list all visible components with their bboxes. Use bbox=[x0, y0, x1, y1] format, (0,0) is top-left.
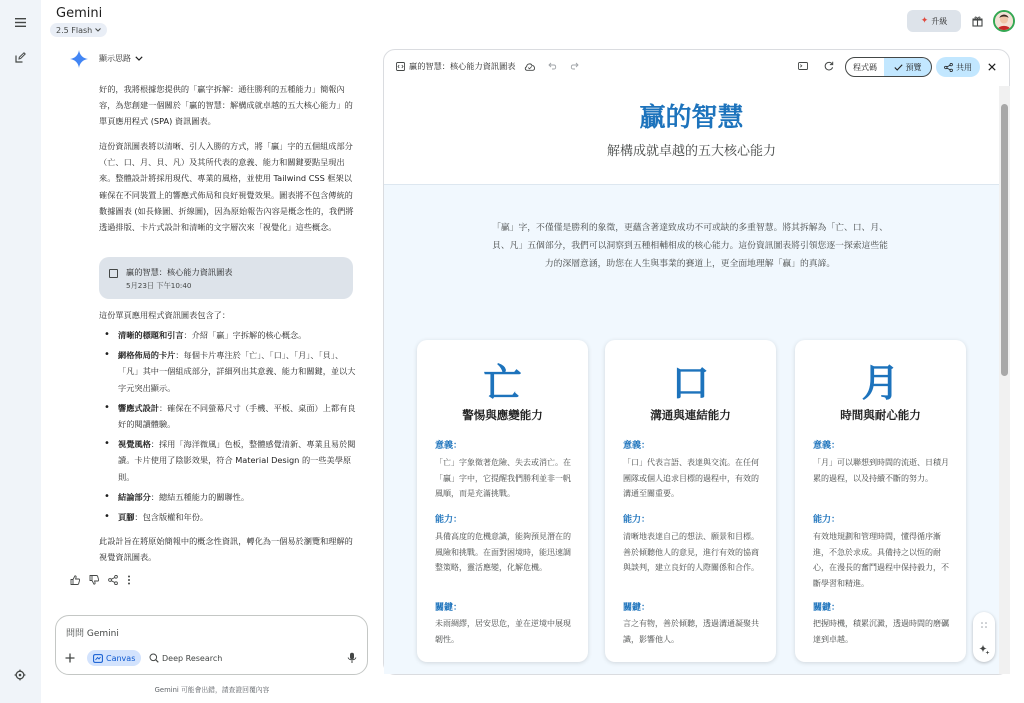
card-ability: 有效地規劃和管理時間，懂得循序漸進，不急於求成。具備持之以恆的耐心，在漫長的奮鬥過程中保持毅力，不斷學習和精進。 bbox=[813, 532, 949, 588]
ability-label: 能力： bbox=[623, 515, 651, 525]
feature-name: 網格佈局的卡片 bbox=[118, 350, 176, 361]
gift-icon[interactable] bbox=[970, 14, 984, 28]
model-selector[interactable] bbox=[50, 23, 107, 37]
ability-label: 能力： bbox=[435, 515, 463, 525]
list-item bbox=[104, 400, 356, 432]
console-icon[interactable] bbox=[797, 61, 808, 71]
new-chat-icon[interactable] bbox=[13, 50, 27, 64]
card-title: 警惕與應變能力 bbox=[462, 408, 543, 422]
meaning-label: 意義： bbox=[813, 441, 841, 451]
feature-desc: ：介紹「贏」字拆解的核心概念。 bbox=[183, 330, 307, 340]
add-icon[interactable] bbox=[63, 651, 77, 665]
key-label: 關鍵： bbox=[435, 603, 463, 613]
card-character: 亡 bbox=[483, 361, 522, 405]
key-label: 關鍵： bbox=[623, 603, 651, 613]
thumbs-down-icon[interactable] bbox=[89, 575, 99, 585]
disclaimer-text: Gemini 可能會出錯，請查證回覆內容 bbox=[154, 686, 270, 694]
share-button[interactable] bbox=[936, 57, 980, 77]
app-title: Gemini bbox=[56, 6, 103, 21]
redo-icon[interactable] bbox=[569, 61, 579, 71]
card-meaning: 「亡」字象徵著危險、失去或消亡。在「贏」字中，它提醒我們勝利並非一帆風順，而是充滿挑戰。 bbox=[435, 458, 571, 498]
code-doc-icon bbox=[395, 61, 405, 71]
feature-desc: ：每個卡片專注於「亡」、「口」、「月」、「貝」、「凡」其中一個組成部分，詳細列出其意義、能力和關鍵，並以大字元突出顯示。 bbox=[118, 350, 356, 393]
response-paragraph: 此設計旨在將原始簡報中的概念性資訊，轉化為一個易於瀏覽和理解的視覺資訊圖表。 bbox=[99, 536, 353, 563]
code-tab-button[interactable] bbox=[845, 57, 885, 77]
feature-desc: ：確保在不同螢幕尺寸（手機、平板、桌面）上都有良好的閱讀體驗。 bbox=[118, 402, 356, 430]
canvas-tool-chip[interactable] bbox=[87, 650, 141, 666]
show-thinking-label: 顯示思路 bbox=[99, 54, 131, 63]
preview-tab-label: 預覽 bbox=[905, 62, 922, 72]
card-key: 未雨綢繆，居安思危，並在逆境中展現韌性。 bbox=[435, 619, 571, 644]
show-thinking-toggle[interactable] bbox=[99, 53, 143, 64]
response-paragraph: 這份單頁應用程式資訊圖表包含了： bbox=[99, 310, 231, 320]
list-item bbox=[104, 509, 356, 525]
cloud-saved-icon bbox=[524, 61, 536, 71]
scrollbar-thumb[interactable] bbox=[1001, 104, 1008, 376]
share-icon[interactable] bbox=[108, 575, 118, 585]
avatar[interactable] bbox=[993, 10, 1015, 32]
canvas-chip-label: Canvas bbox=[106, 653, 136, 663]
close-icon[interactable] bbox=[986, 61, 997, 72]
drag-handle-icon[interactable] bbox=[979, 620, 989, 630]
canvas-card-date: 5月23日 下午10:40 bbox=[126, 281, 192, 290]
list-item bbox=[104, 347, 356, 396]
code-tab-label: 程式碼 bbox=[853, 62, 877, 72]
deep-research-chip[interactable] bbox=[143, 650, 228, 666]
thumbs-up-icon[interactable] bbox=[70, 575, 80, 585]
edit-sparkle-icon[interactable] bbox=[978, 643, 990, 655]
preview-tab-button[interactable] bbox=[884, 57, 932, 77]
response-paragraph: 這份資訊圖表將以清晰、引人入勝的方式，將「贏」字的五個組成部分（亡、口、月、貝、凡）及其所代表的意義、能力和關鍵要點呈現出來。整體設計將採用現代、專業的風格，並使用 Tailwind CSS 框架以確保在不同裝置上的響應式佈局和良好視覺效果。圖表將不包含傳統的數據圖表 (如長條圖、折線圖)，因為原始報告內容是概念性的，我們將透過排版、卡片式設計和清晰的文字層次來「視覺化」這些概念。 bbox=[99, 141, 354, 233]
ability-card bbox=[605, 340, 776, 662]
model-name: 2.5 Flash bbox=[56, 25, 93, 35]
canvas-doc-icon bbox=[109, 269, 118, 278]
ability-label: 能力： bbox=[813, 515, 841, 525]
share-label: 共用 bbox=[956, 62, 972, 72]
prompt-input-box[interactable] bbox=[55, 615, 368, 675]
microphone-icon[interactable] bbox=[346, 652, 358, 664]
card-character: 月 bbox=[861, 361, 900, 405]
feature-name: 清晰的標題和引言 bbox=[118, 330, 184, 340]
canvas-icon bbox=[93, 654, 103, 663]
more-options-icon[interactable] bbox=[127, 575, 131, 585]
response-paragraph: 好的，我將根據您提供的「贏字拆解：通往勝利的五種能力」簡報內容，為您創建一個關於「贏的智慧：解構成就卓越的五大核心能力」的單頁應用程式 (SPA) 資訊圖表。 bbox=[99, 84, 353, 127]
canvas-card-title: 贏的智慧：核心能力資訊圖表 bbox=[126, 267, 233, 277]
infographic-title: 贏的智慧 bbox=[639, 103, 744, 133]
card-ability: 清晰地表達自己的想法、願景和目標。善於傾聽他人的意見，進行有效的協商與談判，建立良好的人際關係和合作。 bbox=[623, 532, 759, 572]
refresh-icon[interactable] bbox=[823, 61, 834, 71]
meaning-label: 意義： bbox=[623, 441, 651, 451]
feature-name: 視覺風格 bbox=[118, 439, 151, 450]
response-actions bbox=[70, 575, 131, 585]
chevron-down-icon bbox=[95, 28, 101, 32]
list-item bbox=[104, 489, 356, 505]
upgrade-button[interactable] bbox=[907, 10, 961, 32]
list-item bbox=[104, 436, 356, 485]
deep-research-label: Deep Research bbox=[162, 653, 223, 663]
meaning-label: 意義： bbox=[435, 441, 463, 451]
prompt-input[interactable]: 問問 Gemini bbox=[66, 629, 119, 639]
card-meaning: 「月」可以聯想到時間的流逝、日積月累的過程，以及持續不斷的努力。 bbox=[813, 458, 949, 483]
card-meaning: 「口」代表言語、表達與交流。在任何團隊或個人追求目標的過程中，有效的溝通至關重要。 bbox=[623, 458, 759, 498]
feature-name: 響應式設計 bbox=[118, 402, 159, 413]
card-title: 時間與耐心能力 bbox=[840, 408, 921, 422]
share-icon bbox=[944, 63, 953, 72]
undo-icon[interactable] bbox=[547, 61, 557, 71]
list-item bbox=[104, 327, 356, 343]
key-label: 關鍵： bbox=[813, 603, 841, 613]
feature-desc: ：總結五種能力的關聯性。 bbox=[150, 491, 250, 502]
infographic-subtitle: 解構成就卓越的五大核心能力 bbox=[606, 144, 776, 159]
canvas-title: 贏的智慧：核心能力資訊圖表 bbox=[409, 61, 516, 71]
ability-card bbox=[795, 340, 966, 662]
feature-desc: ：採用「海洋微風」色板，整體感覺清新、專業且易於閱讀。卡片使用了陰影效果，符合 Material Design 的一些美學原則。 bbox=[118, 439, 356, 482]
sparkle-icon: ✦ bbox=[920, 16, 929, 26]
settings-icon[interactable] bbox=[13, 668, 27, 682]
feature-list bbox=[104, 327, 356, 529]
card-title: 溝通與連結能力 bbox=[650, 408, 731, 422]
card-key: 把握時機，積累沉澱，透過時間的磨礪達到卓越。 bbox=[813, 619, 949, 644]
gemini-sparkle-icon bbox=[70, 50, 88, 68]
feature-name: 結論部分 bbox=[118, 491, 151, 502]
feature-name: 頁腳 bbox=[118, 512, 135, 523]
canvas-document-card[interactable] bbox=[99, 257, 353, 299]
upgrade-label: 升級 bbox=[931, 16, 948, 26]
left-rail bbox=[0, 0, 41, 703]
check-icon bbox=[894, 64, 903, 71]
card-character: 口 bbox=[671, 361, 710, 405]
card-ability: 具備高度的危機意識，能夠預見潛在的風險和挑戰。在面對困境時，能迅速調整策略，靈活應變，化解危機。 bbox=[435, 532, 571, 572]
deep-research-icon bbox=[149, 653, 159, 663]
menu-icon[interactable] bbox=[13, 15, 27, 29]
ability-card bbox=[417, 340, 588, 662]
chevron-down-icon bbox=[135, 56, 143, 61]
floating-toolbar bbox=[973, 612, 995, 662]
card-key: 言之有物，善於傾聽，透過溝通凝聚共識，影響他人。 bbox=[623, 619, 759, 644]
infographic-intro: 「贏」字，不僅僅是勝利的象徵，更蘊含著達致成功不可或缺的多重智慧。將其拆解為「亡、口、月、貝、凡」五個部分，我們可以洞察到五種相輔相成的核心能力。這份資訊圖表將引領您逐一探索這些能力的深層意涵，助您在人生與事業的賽道上，更全面地理解「贏」的真諦。 bbox=[492, 223, 888, 269]
feature-desc: ：包含版權和年份。 bbox=[134, 512, 209, 523]
